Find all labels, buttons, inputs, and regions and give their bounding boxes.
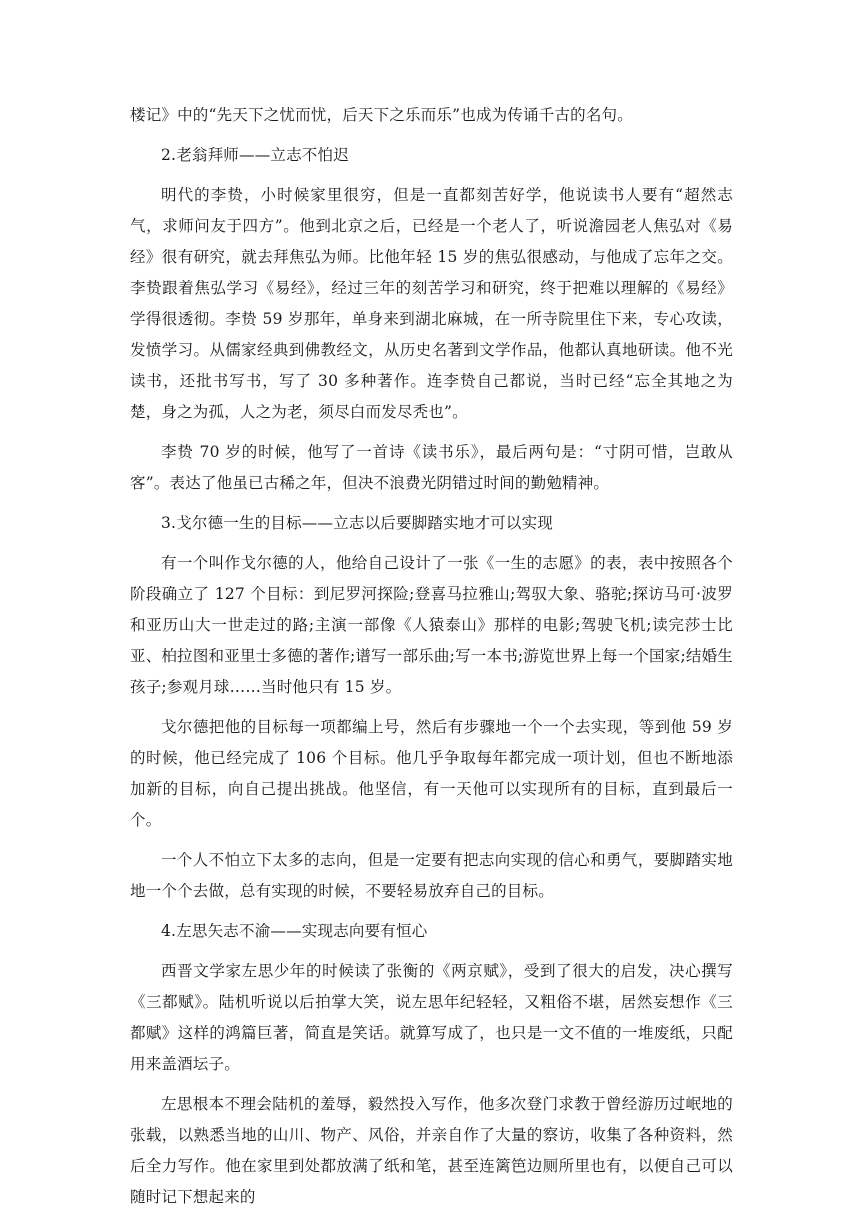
paragraph-goddard-2: 戈尔德把他的目标每一项都编上号，然后有步骤地一个一个去实现，等到他 59 岁的时候，他已经完成了 106 个目标。他几乎争取每年都完成一项计划，但也不断地添加新的目标，向自己提出挑战。他坚信，有一天他可以实现所有的目标，直到最后一个。 bbox=[130, 718, 733, 829]
paragraph-goddard-3: 一个人不怕立下太多的志向，但是一定要有把志向实现的信心和勇气，要脚踏实地地一个个去做，总有实现的时候，不要轻易放弃自己的目标。 bbox=[130, 851, 733, 900]
document-page bbox=[130, 100, 733, 1213]
paragraph-li-zhi-2: 李贽 70 岁的时候，他写了一首诗《读书乐》，最后两句是：“寸阴可惜，岂敢从客”。表达了他虽已古稀之年，但决不浪费光阴错过时间的勤勉精神。 bbox=[130, 443, 733, 492]
paragraph-continuation: 楼记》中的“先天下之忧而忧，后天下之乐而乐”也成为传诵千古的名句。 bbox=[130, 106, 633, 124]
paragraph-li-zhi-1: 明代的李贽，小时候家里很穷，但是一直都刻苦好学，他说读书人要有“超然志气，求师问友于四方”。他到北京之后，已经是一个老人了，听说澹园老人焦弘对《易经》很有研究，就去拜焦弘为师。比他年轻 15 岁的焦弘很感动，与他成了忘年之交。李贽跟着焦弘学习《易经》，经过三年的刻苦学习和研究，终于把难以理解的《易经》学得很透彻。李贽 59 岁那年，单身来到湖北麻城，在一所寺院里住下来，专心攻读，发愤学习。从儒家经典到佛教经文，从历史名著到文学作品，他都认真地研读。他不光读书，还批书写书，写了 30 多种著作。连李贽自己都说，当时已经“忘全其地之为楚，身之为孤，人之为老，须尽白而发尽秃也”。 bbox=[130, 186, 733, 421]
section-heading-2: 2.老翁拜师——立志不怕迟 bbox=[161, 146, 349, 164]
paragraph-zuo-si-1: 西晋文学家左思少年的时候读了张衡的《两京赋》，受到了很大的启发，决心撰写《三都赋》。陆机听说以后拍掌大笑，说左思年纪轻轻，又粗俗不堪，居然妄想作《三都赋》这样的鸿篇巨著，简直是笑话。就算写成了，也只是一文不值的一堆废纸，只配用来盖酒坛子。 bbox=[130, 962, 733, 1073]
section-heading-4: 4.左思矢志不渝——实现志向要有恒心 bbox=[161, 922, 428, 940]
paragraph-zuo-si-2: 左思根本不理会陆机的羞辱，毅然投入写作，他多次登门求教于曾经游历过岷地的张载，以熟悉当地的山川、物产、风俗，并亲自作了大量的察访，收集了各种资料，然后全力写作。他在家里到处都放满了纸和笔，甚至连篱笆边厕所里也有，以便自己可以随时记下想起来的 bbox=[130, 1095, 733, 1206]
paragraph-goddard-1: 有一个叫作戈尔德的人，他给自己设计了一张《一生的志愿》的表，表中按照各个阶段确立了 127 个目标：到尼罗河探险;登喜马拉雅山;驾驭大象、骆驼;探访马可·波罗和亚历山大一世走过的路;主演一部像《人猿泰山》那样的电影;驾驶飞机;读完莎士比亚、柏拉图和亚里士多德的著作;谱写一部乐曲;写一本书;游览世界上每一个国家;结婚生孩子;参观月球……当时他只有 15 岁。 bbox=[130, 554, 733, 696]
section-heading-3: 3.戈尔德一生的目标——立志以后要脚踏实地才可以实现 bbox=[161, 514, 553, 532]
